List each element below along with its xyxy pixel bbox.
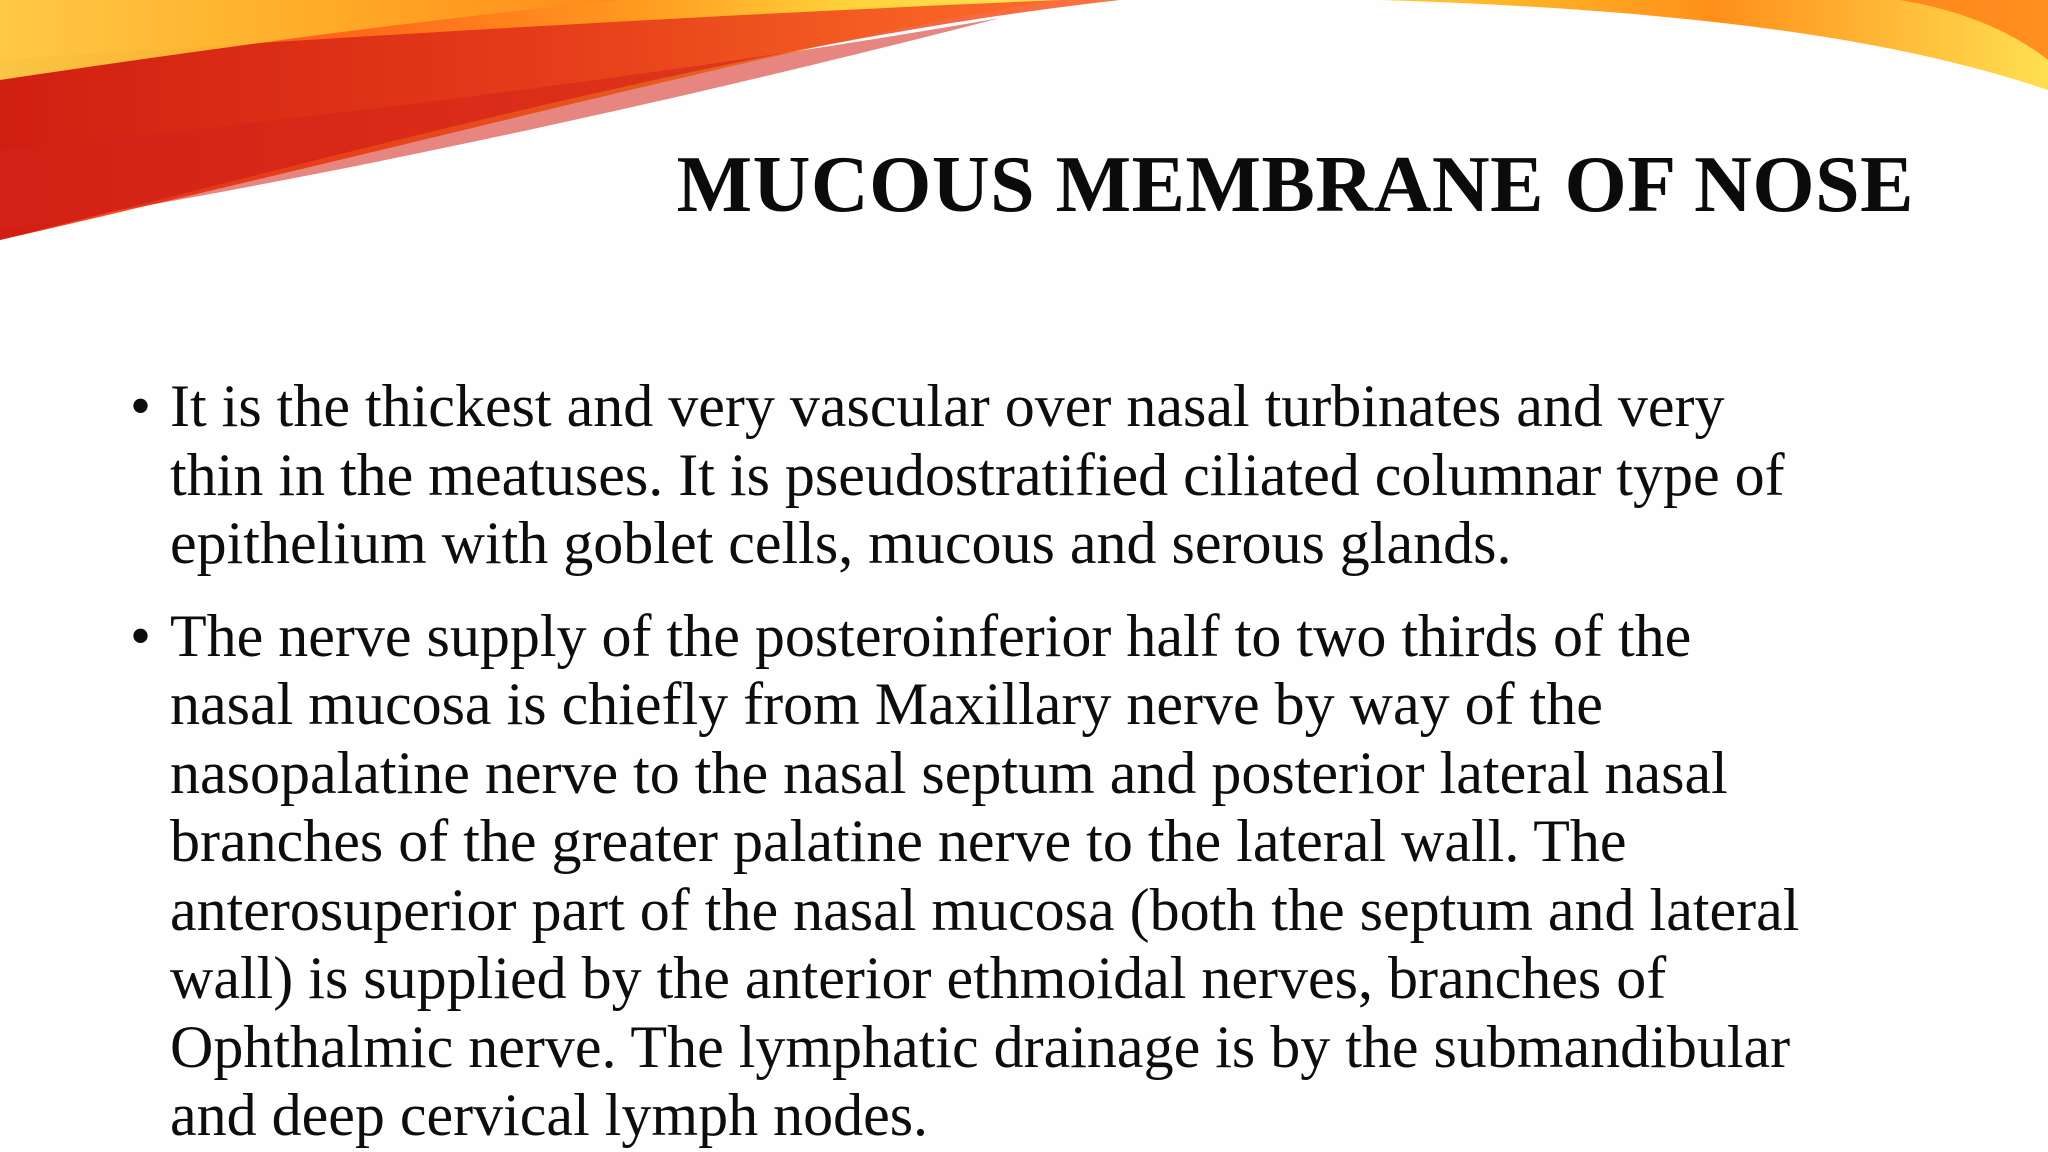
bullet-line: The nerve supply of the posteroinferior half to two thirds of the: [170, 602, 1692, 669]
bullet-icon: •: [130, 602, 152, 669]
slide-title: MUCOUS MEMBRANE OF NOSE: [676, 141, 1914, 229]
bullet-line: anterosuperior part of the nasal mucosa (both the septum and lateral: [170, 876, 1800, 943]
bullet-line: wall) is supplied by the anterior ethmoidal nerves, branches of: [170, 945, 1667, 1011]
bullet-icon: •: [130, 373, 152, 439]
bullet-line: nasopalatine nerve to the nasal septum and posterior lateral nasal: [170, 739, 1728, 806]
swoosh-band-right: [1380, 0, 2048, 90]
bullet-line: branches of the greater palatine nerve to the lateral wall. The: [170, 808, 1627, 874]
bullet-item: [130, 602, 1930, 1150]
bullet-list: [130, 372, 1930, 1152]
bullet-line: epithelium with goblet cells, mucous and serous glands.: [170, 510, 1512, 576]
bullet-item: [130, 372, 1930, 578]
bullet-line: It is the thickest and very vascular over nasal turbinates and very: [170, 373, 1725, 439]
bullet-line: and deep cervical lymph nodes.: [170, 1082, 929, 1148]
bullet-line: thin in the meatuses. It is pseudostratified ciliated columnar type of: [170, 441, 1785, 508]
bullet-line: Ophthalmic nerve. The lymphatic drainage is by the submandibular: [170, 1013, 1791, 1080]
bullet-line: nasal mucosa is chiefly from Maxillary nerve by way of the: [170, 671, 1603, 737]
